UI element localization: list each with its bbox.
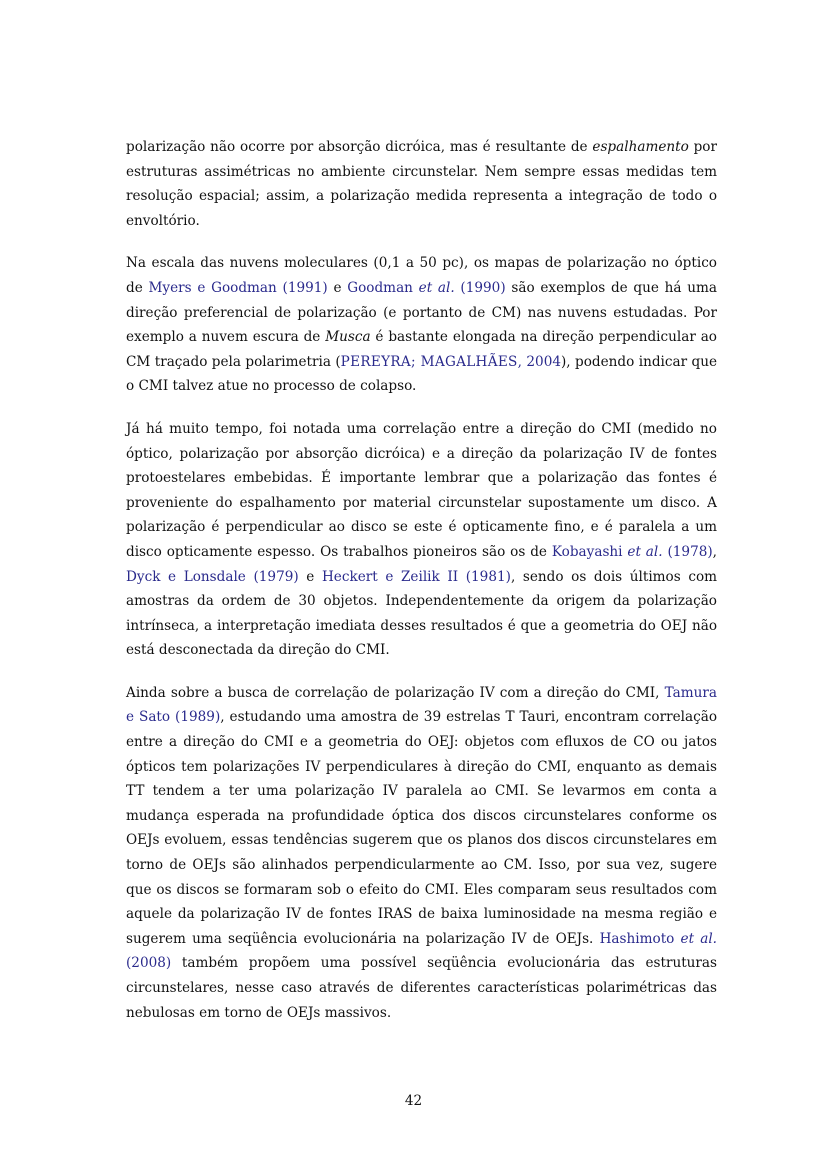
citation-dyck-lonsdale[interactable]: Dyck e Lonsdale (1979): [126, 568, 299, 585]
citation-kobayashi[interactable]: Kobayashi et al. (1978): [551, 543, 713, 560]
paragraph-2: Na escala das nuvens moleculares (0,1 a 50 pc), os mapas de polarização no óptico de Myers e Goodman (1991) e Goodman et al. (1990) são exemplos de que há uma direção preferencial de polarização (e portanto de CM) nas nuvens estudadas. Por exemplo a nuvem escura de Musca é bastante elongada na direção perpendicular ao CM traçado pela polarimetria (PEREYRA; MAGALHÃES, 2004), podendo indicar que o CMI talvez atue no processo de colapso.: [126, 255, 717, 395]
document-body: [126, 135, 717, 1043]
paragraph-4: Ainda sobre a busca de correlação de polarização IV com a direção do CMI, Tamura e Sato (1989), estudando uma amostra de 39 estrelas T Tauri, encontram correlação entre a direção do CMI e a geometria do OEJ: objetos com efluxos de CO ou jatos ópticos tem polarizações IV perpendiculares à direção do CMI, enquanto as demais TT tendem a ter uma polarização IV paralela ao CMI. Se levarmos em conta a mudança esperada na profundidade óptica dos discos circunstelares conforme os OEJs evoluem, essas tendências sugerem que os planos dos discos circunstelares em torno de OEJs são alinhados perpendicularmente ao CM. Isso, por sua vez, sugere que os discos se formaram sob o efeito do CMI. Eles comparam seus resultados com aquele da polarização IV de fontes IRAS de baixa luminosidade na mesma região e sugerem uma seqüência evolucionária na polarização IV de OEJs. Hashimoto et al. (2008) também propõem uma possível seqüência evolucionária das estruturas circunstelares, nesse caso através de diferentes características polarimétricas das nebulosas em torno de OEJs massivos.: [126, 684, 717, 1021]
citation-tamura-sato[interactable]: Tamura e Sato (1989): [126, 684, 717, 726]
citation-goodman[interactable]: Goodman et al. (1990): [347, 279, 506, 296]
citation-hashimoto[interactable]: Hashimoto et al. (2008): [126, 930, 717, 972]
citation-pereyra-magalhaes[interactable]: PEREYRA; MAGALHÃES, 2004: [340, 353, 561, 370]
paragraph-3: Já há muito tempo, foi notada uma correlação entre a direção do CMI (medido no óptico, polarização por absorção dicróica) e a direção da polarização IV de fontes protoestelares embebidas. É importante lembrar que a polarização das fontes é proveniente do espalhamento por material circunstelar supostamente um disco. A polarização é perpendicular ao disco se este é opticamente fino, e é paralela a um disco opticamente espesso. Os trabalhos pioneiros são os de Kobayashi et al. (1978), Dyck e Lonsdale (1979) e Heckert e Zeilik II (1981), sendo os dois últimos com amostras da ordem de 30 objetos. Independentemente da origem da polarização intrínseca, a interpretação imediata desses resultados é que a geometria do OEJ não está desconectada da direção do CMI.: [126, 420, 718, 659]
paragraph-1: polarização não ocorre por absorção dicróica, mas é resultante de espalhamento por estruturas assimétricas no ambiente circunstelar. Nem sempre essas medidas tem resolução espacial; assim, a polarização medida representa a integração de todo o envoltório.: [126, 139, 717, 229]
citation-myers-goodman[interactable]: Myers e Goodman (1991): [148, 279, 328, 296]
page-number: 42: [404, 1093, 423, 1109]
citation-heckert-zeilik[interactable]: Heckert e Zeilik II (1981): [321, 568, 511, 585]
